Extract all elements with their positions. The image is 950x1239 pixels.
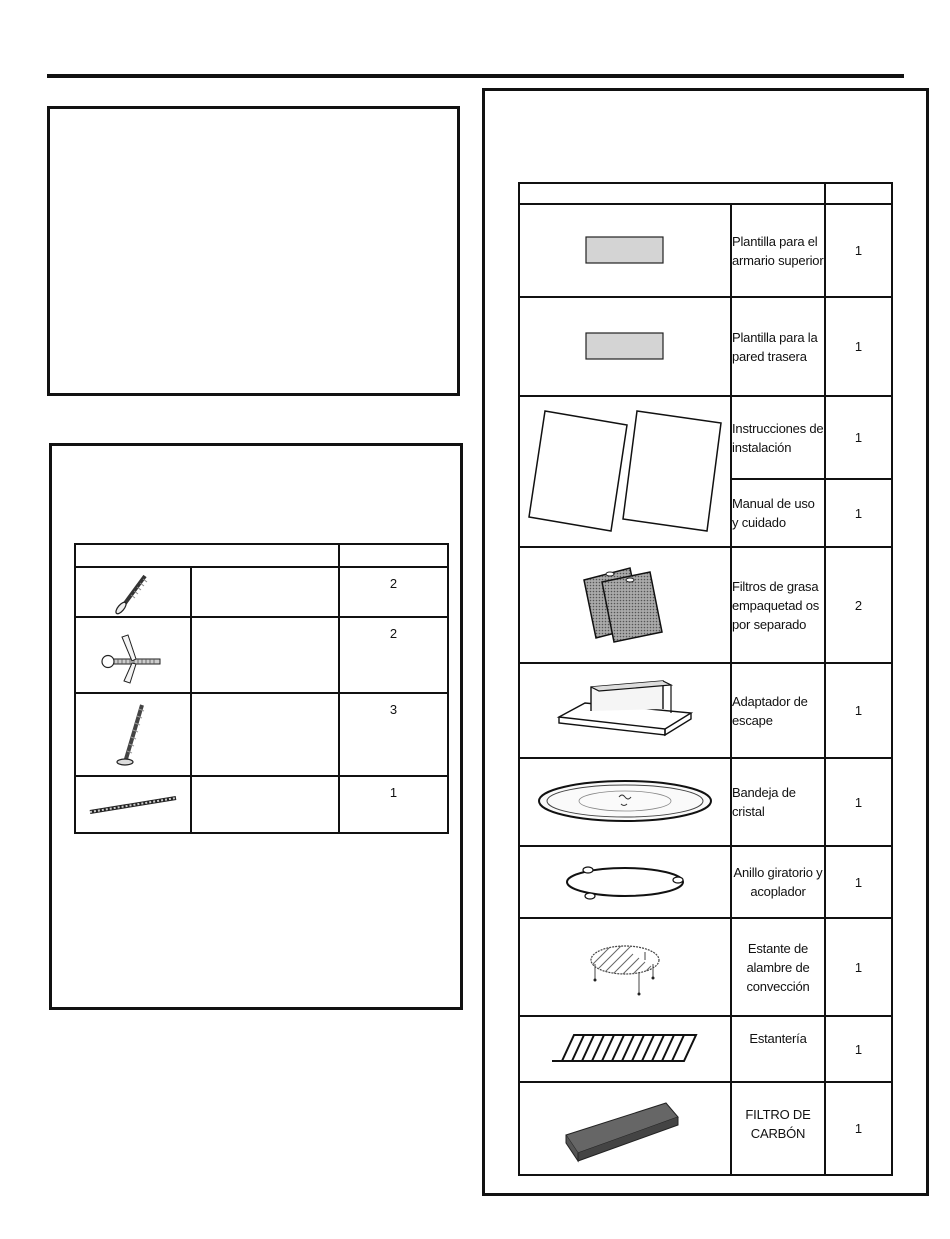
part-label: Bandeja de cristal xyxy=(731,758,825,846)
part-qty: 1 xyxy=(825,846,892,918)
part-qty: 1 xyxy=(825,1016,892,1082)
part-qty: 1 xyxy=(339,776,448,833)
table-row xyxy=(75,776,448,833)
power-cord-strap-icon xyxy=(75,776,191,833)
table-row xyxy=(519,663,892,758)
table-row xyxy=(519,918,892,1016)
info-box xyxy=(47,106,460,396)
glass-tray-icon xyxy=(519,758,731,846)
table-row xyxy=(519,204,892,297)
header-part xyxy=(75,544,339,567)
hardware-parts-table xyxy=(74,543,449,834)
table-header-row xyxy=(75,544,448,567)
part-qty: 1 xyxy=(825,479,892,547)
table-row xyxy=(519,396,892,479)
toggle-bolt-icon xyxy=(75,617,191,693)
part-qty: 1 xyxy=(825,396,892,479)
grease-filters-icon xyxy=(519,547,731,663)
lag-screw-icon xyxy=(75,693,191,776)
shelf-icon xyxy=(519,1016,731,1082)
top-rule xyxy=(47,74,904,78)
header-qty xyxy=(825,183,892,204)
table-row xyxy=(75,693,448,776)
part-qty: 1 xyxy=(825,204,892,297)
table-row xyxy=(519,1016,892,1082)
part-label: Adaptador de escape xyxy=(731,663,825,758)
turntable-ring-icon xyxy=(519,846,731,918)
part-qty: 1 xyxy=(825,918,892,1016)
part-label: Filtros de grasa empaquetad os por separado xyxy=(731,547,825,663)
part-label: Instrucciones de instalación xyxy=(731,396,825,479)
table-header-row xyxy=(519,183,892,204)
part-label: Plantilla para la pared trasera xyxy=(731,297,825,396)
wood-screw-icon xyxy=(75,567,191,617)
table-row xyxy=(519,846,892,918)
convection-rack-icon xyxy=(519,918,731,1016)
part-qty: 1 xyxy=(825,663,892,758)
part-label: Anillo giratorio y acoplador xyxy=(731,846,825,918)
part-qty: 2 xyxy=(339,617,448,693)
part-qty: 2 xyxy=(825,547,892,663)
included-parts-table xyxy=(518,182,893,1176)
table-row xyxy=(75,617,448,693)
header-part xyxy=(519,183,825,204)
table-row xyxy=(519,1082,892,1175)
exhaust-adaptor-icon xyxy=(519,663,731,758)
part-name xyxy=(191,776,339,833)
instruction-booklets-icon xyxy=(519,396,731,547)
upper-cabinet-template-icon xyxy=(519,204,731,297)
part-label: Manual de uso y cuidado xyxy=(731,479,825,547)
table-row xyxy=(519,297,892,396)
table-row xyxy=(75,567,448,617)
part-qty: 1 xyxy=(825,758,892,846)
part-label: Estantería xyxy=(731,1016,825,1082)
part-name xyxy=(191,567,339,617)
table-row xyxy=(519,758,892,846)
part-qty: 3 xyxy=(339,693,448,776)
part-qty: 1 xyxy=(825,297,892,396)
part-name xyxy=(191,693,339,776)
part-qty: 2 xyxy=(339,567,448,617)
part-qty: 1 xyxy=(825,1082,892,1175)
header-qty xyxy=(339,544,448,567)
part-label: Estante de alambre de convección xyxy=(731,918,825,1016)
part-name xyxy=(191,617,339,693)
rear-wall-template-icon xyxy=(519,297,731,396)
part-label: FILTRO DE CARBÓN xyxy=(731,1082,825,1175)
table-row xyxy=(519,547,892,663)
part-label: Plantilla para el armario superior xyxy=(731,204,825,297)
charcoal-filter-icon xyxy=(519,1082,731,1175)
